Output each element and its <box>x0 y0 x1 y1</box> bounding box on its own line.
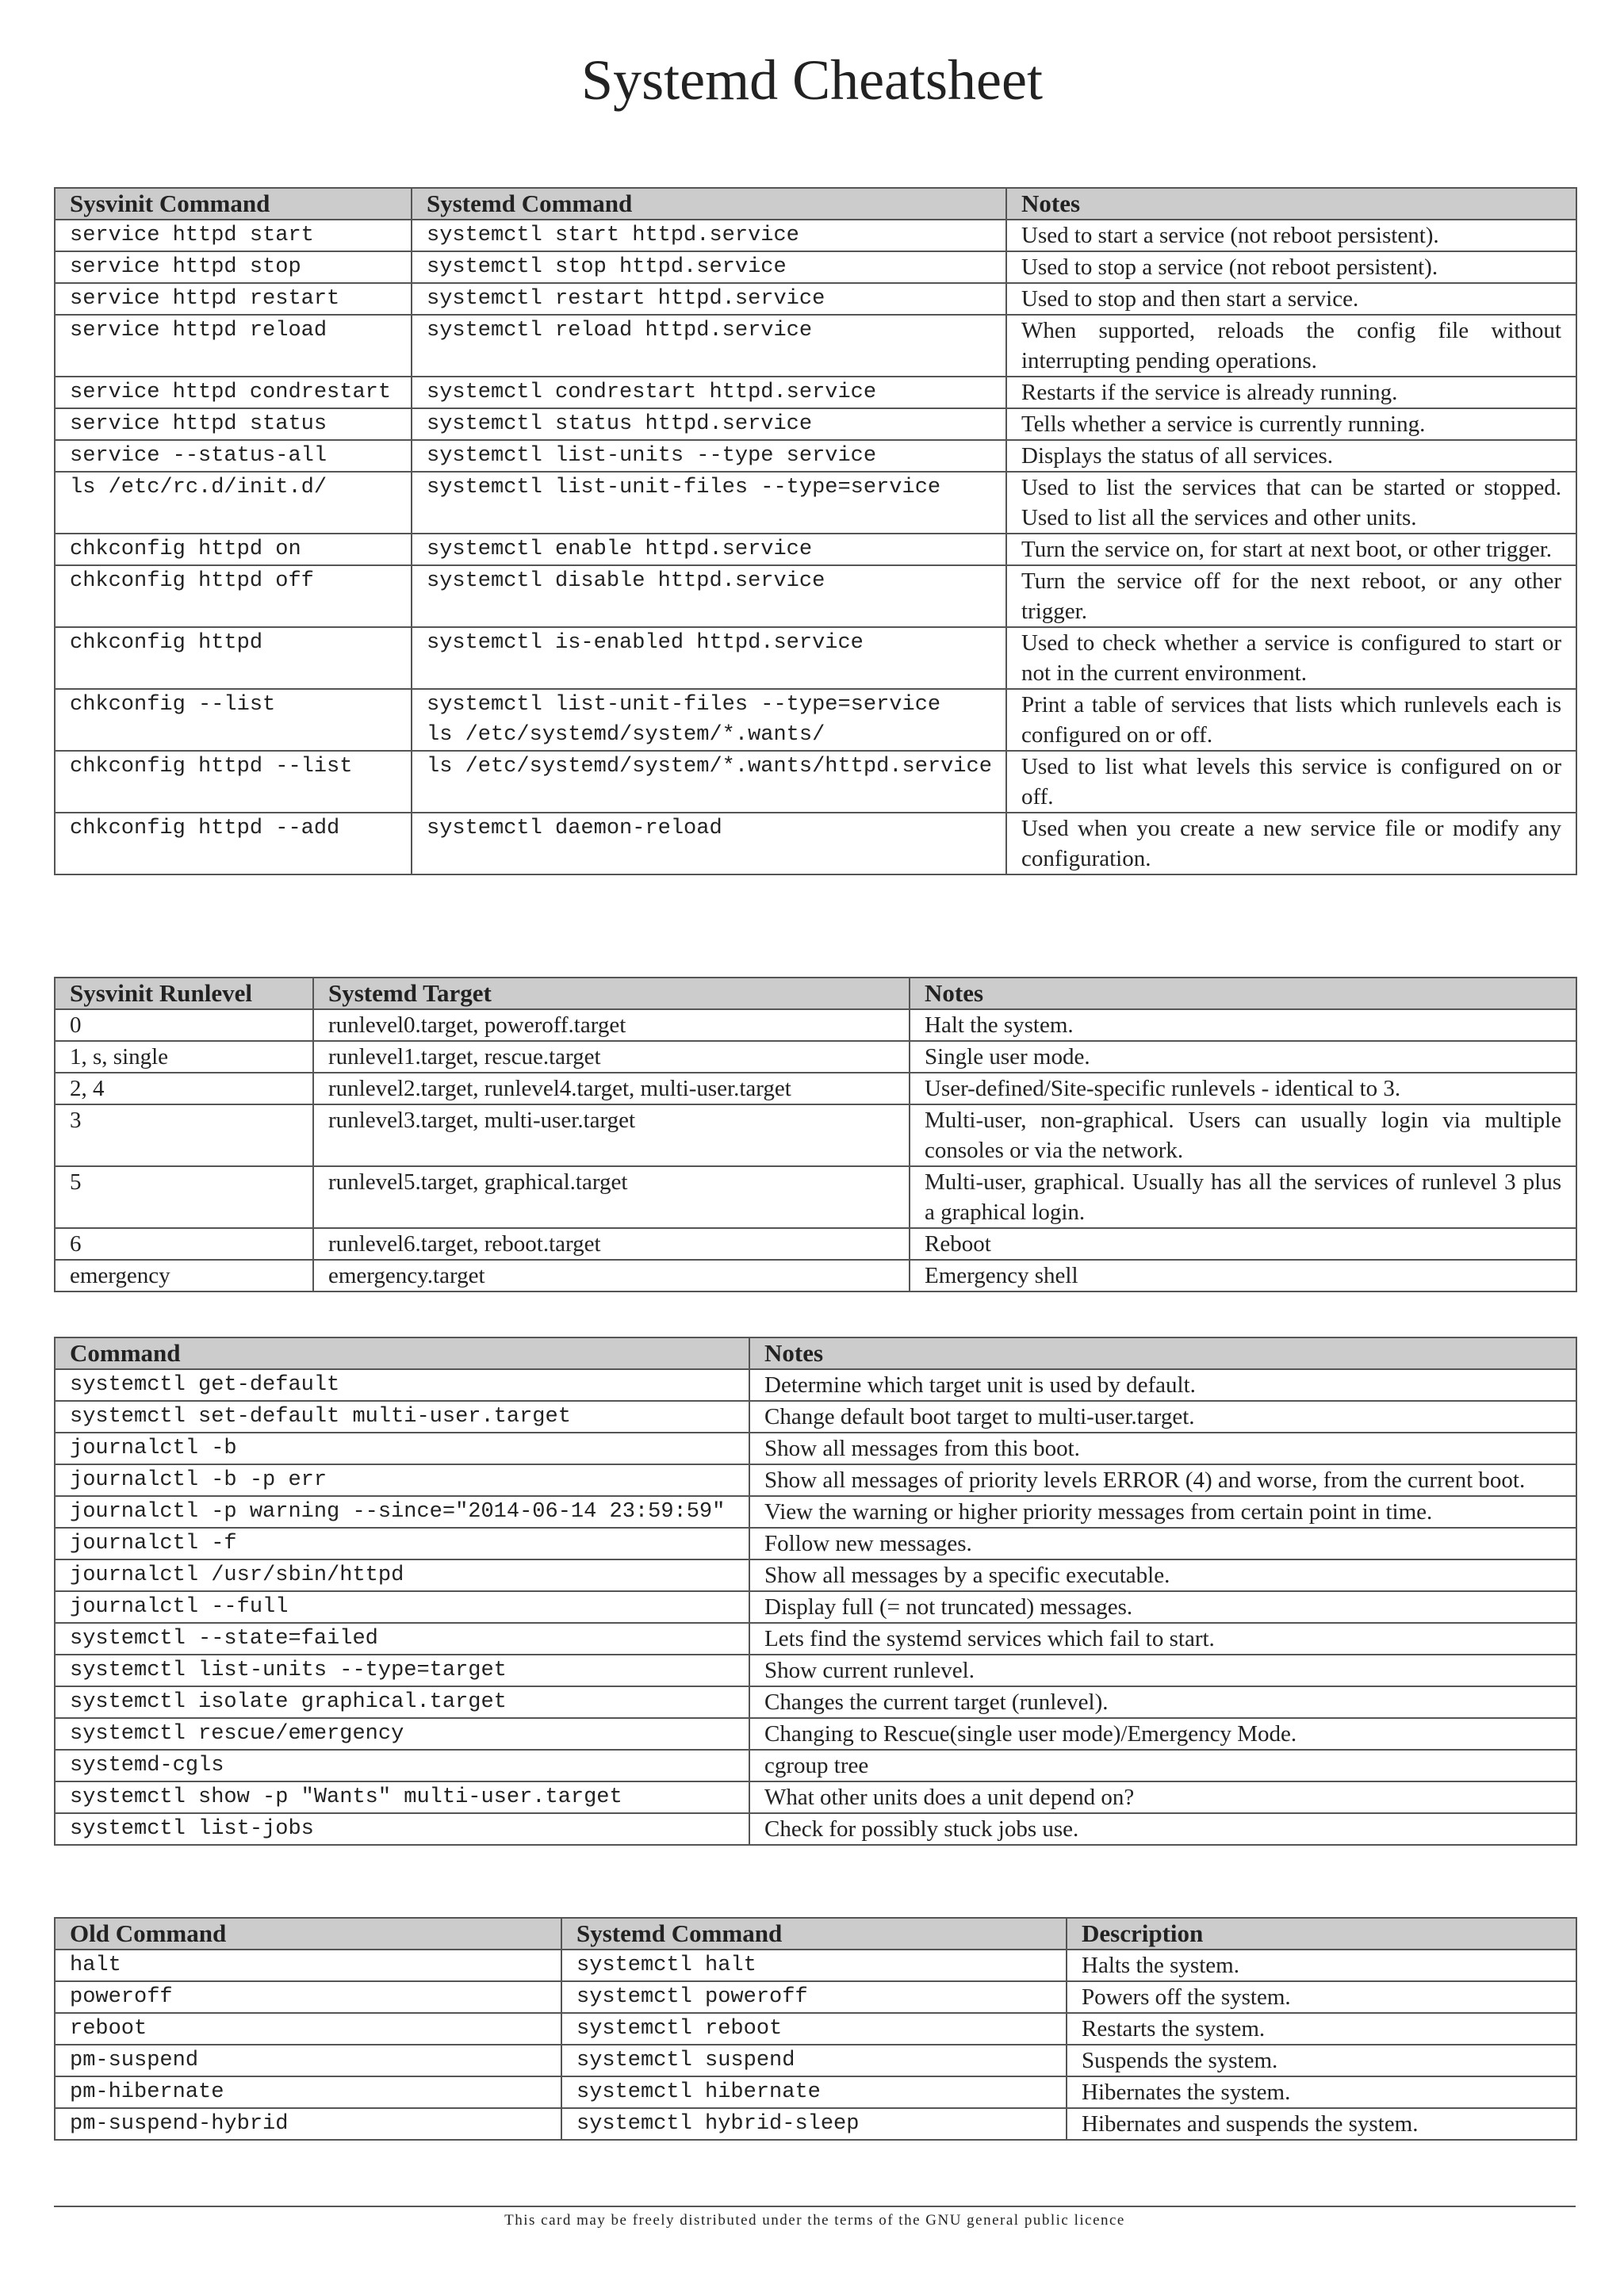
runlevel-column-header: Systemd Target <box>313 978 910 1009</box>
power-column-header: Old Command <box>55 1918 561 1950</box>
runlevel-cell: Single user mode. <box>910 1041 1576 1073</box>
services-cell: systemctl condrestart httpd.service <box>412 377 1006 408</box>
command-row <box>55 1528 1576 1559</box>
runlevel-cell: 5 <box>55 1166 313 1228</box>
runlevel-cell: runlevel2.target, runlevel4.target, multi-user.target <box>313 1073 910 1104</box>
runlevel-cell: 3 <box>55 1104 313 1166</box>
power-row <box>55 2076 1576 2108</box>
services-row <box>55 534 1576 565</box>
services-cell: Used to check whether a service is configured to start or not in the current environment. <box>1006 627 1576 689</box>
services-cell: Print a table of services that lists which runlevels each is configured on or off. <box>1006 689 1576 751</box>
power-row <box>55 2108 1576 2140</box>
services-row <box>55 813 1576 874</box>
runlevel-row <box>55 1073 1576 1104</box>
command-cell: Show all messages of priority levels ERROR (4) and worse, from the current boot. <box>749 1464 1576 1496</box>
services-row <box>55 220 1576 251</box>
runlevel-row <box>55 1009 1576 1041</box>
command-cell: systemctl list-units --type=target <box>55 1655 749 1686</box>
command-cell: View the warning or higher priority messages from certain point in time. <box>749 1496 1576 1528</box>
services-cell: service httpd condrestart <box>55 377 412 408</box>
power-cell: Powers off the system. <box>1067 1981 1576 2013</box>
power-cell: pm-suspend <box>55 2045 561 2076</box>
services-column-header: Notes <box>1006 188 1576 220</box>
runlevel-row <box>55 1228 1576 1260</box>
power-cell: systemctl reboot <box>561 2013 1067 2045</box>
command-row <box>55 1559 1576 1591</box>
services-cell: Used to stop a service (not reboot persistent). <box>1006 251 1576 283</box>
power-commands-table <box>54 1917 1577 2141</box>
command-cell: journalctl -p warning --since="2014-06-14 23:59:59" <box>55 1496 749 1528</box>
runlevel-row <box>55 1166 1576 1228</box>
runlevel-cell: runlevel6.target, reboot.target <box>313 1228 910 1260</box>
command-row <box>55 1464 1576 1496</box>
command-cell: Show all messages by a specific executable. <box>749 1559 1576 1591</box>
power-cell: reboot <box>55 2013 561 2045</box>
power-header-row <box>55 1918 1576 1950</box>
command-cell: systemctl --state=failed <box>55 1623 749 1655</box>
services-cell: service --status-all <box>55 440 412 472</box>
services-row <box>55 565 1576 627</box>
power-cell: systemctl poweroff <box>561 1981 1067 2013</box>
commands-table <box>54 1337 1577 1846</box>
command-column-header: Command <box>55 1337 749 1369</box>
services-cell: systemctl list-units --type service <box>412 440 1006 472</box>
services-cell: systemctl stop httpd.service <box>412 251 1006 283</box>
services-row <box>55 440 1576 472</box>
runlevel-cell: Multi-user, graphical. Usually has all the services of runlevel 3 plus a graphical login. <box>910 1166 1576 1228</box>
runlevel-header-row <box>55 978 1576 1009</box>
power-cell: pm-suspend-hybrid <box>55 2108 561 2140</box>
services-cell: Used when you create a new service file or modify any configuration. <box>1006 813 1576 874</box>
runlevel-column-header: Notes <box>910 978 1576 1009</box>
services-cell: systemctl restart httpd.service <box>412 283 1006 315</box>
services-cell: systemctl daemon-reload <box>412 813 1006 874</box>
services-cell: systemctl disable httpd.service <box>412 565 1006 627</box>
services-cell: systemctl start httpd.service <box>412 220 1006 251</box>
services-cell: systemctl list-unit-files --type=service ls /etc/systemd/system/*.wants/ <box>412 689 1006 751</box>
services-row <box>55 408 1576 440</box>
services-row <box>55 315 1576 377</box>
command-cell: journalctl -b <box>55 1433 749 1464</box>
power-column-header: Description <box>1067 1918 1576 1950</box>
command-cell: systemctl isolate graphical.target <box>55 1686 749 1718</box>
runlevel-cell: runlevel0.target, poweroff.target <box>313 1009 910 1041</box>
power-row <box>55 1950 1576 1981</box>
runlevel-row <box>55 1104 1576 1166</box>
command-row <box>55 1591 1576 1623</box>
command-cell: Show all messages from this boot. <box>749 1433 1576 1464</box>
command-cell: cgroup tree <box>749 1750 1576 1781</box>
services-cell: Used to stop and then start a service. <box>1006 283 1576 315</box>
services-row <box>55 689 1576 751</box>
power-cell: systemctl hibernate <box>561 2076 1067 2108</box>
power-cell: systemctl suspend <box>561 2045 1067 2076</box>
runlevel-cell: Emergency shell <box>910 1260 1576 1292</box>
runlevel-cell: runlevel5.target, graphical.target <box>313 1166 910 1228</box>
command-cell: systemd-cgls <box>55 1750 749 1781</box>
runlevel-cell: Multi-user, non-graphical. Users can usually login via multiple consoles or via the network. <box>910 1104 1576 1166</box>
command-cell: Lets find the systemd services which fail to start. <box>749 1623 1576 1655</box>
services-cell: chkconfig --list <box>55 689 412 751</box>
runlevel-cell: Halt the system. <box>910 1009 1576 1041</box>
services-row <box>55 751 1576 813</box>
command-cell: journalctl --full <box>55 1591 749 1623</box>
services-cell: chkconfig httpd on <box>55 534 412 565</box>
command-header-row <box>55 1337 1576 1369</box>
services-cell: systemctl status httpd.service <box>412 408 1006 440</box>
services-row <box>55 251 1576 283</box>
command-row <box>55 1369 1576 1401</box>
command-cell: What other units does a unit depend on? <box>749 1781 1576 1813</box>
services-cell: chkconfig httpd <box>55 627 412 689</box>
services-cell: systemctl is-enabled httpd.service <box>412 627 1006 689</box>
command-row <box>55 1623 1576 1655</box>
services-row <box>55 283 1576 315</box>
command-cell: Follow new messages. <box>749 1528 1576 1559</box>
command-cell: Changing to Rescue(single user mode)/Emergency Mode. <box>749 1718 1576 1750</box>
page-title: Systemd Cheatsheet <box>581 48 1043 112</box>
services-cell: Restarts if the service is already running. <box>1006 377 1576 408</box>
services-table <box>54 187 1577 875</box>
services-cell: Used to start a service (not reboot persistent). <box>1006 220 1576 251</box>
services-cell: ls /etc/systemd/system/*.wants/httpd.service <box>412 751 1006 813</box>
command-cell: Determine which target unit is used by default. <box>749 1369 1576 1401</box>
command-column-header: Notes <box>749 1337 1576 1369</box>
power-cell: Hibernates and suspends the system. <box>1067 2108 1576 2140</box>
command-cell: journalctl -b -p err <box>55 1464 749 1496</box>
power-row <box>55 2013 1576 2045</box>
services-cell: systemctl reload httpd.service <box>412 315 1006 377</box>
services-cell: Tells whether a service is currently running. <box>1006 408 1576 440</box>
runlevel-cell: 1, s, single <box>55 1041 313 1073</box>
command-cell: systemctl get-default <box>55 1369 749 1401</box>
services-header-row <box>55 188 1576 220</box>
services-cell: Used to list what levels this service is configured on or off. <box>1006 751 1576 813</box>
services-cell: chkconfig httpd --add <box>55 813 412 874</box>
services-cell: service httpd stop <box>55 251 412 283</box>
command-row <box>55 1655 1576 1686</box>
power-cell: Halts the system. <box>1067 1950 1576 1981</box>
command-row <box>55 1813 1576 1845</box>
services-cell: Turn the service off for the next reboot, or any other trigger. <box>1006 565 1576 627</box>
power-cell: Restarts the system. <box>1067 2013 1576 2045</box>
command-cell: Check for possibly stuck jobs use. <box>749 1813 1576 1845</box>
power-cell: Hibernates the system. <box>1067 2076 1576 2108</box>
command-cell: Changes the current target (runlevel). <box>749 1686 1576 1718</box>
services-row <box>55 472 1576 534</box>
services-cell: Displays the status of all services. <box>1006 440 1576 472</box>
command-cell: journalctl -f <box>55 1528 749 1559</box>
command-cell: systemctl rescue/emergency <box>55 1718 749 1750</box>
services-row <box>55 377 1576 408</box>
runlevel-cell: 6 <box>55 1228 313 1260</box>
power-cell: poweroff <box>55 1981 561 2013</box>
services-cell: When supported, reloads the config file without interrupting pending operations. <box>1006 315 1576 377</box>
services-cell: ls /etc/rc.d/init.d/ <box>55 472 412 534</box>
services-cell: Used to list the services that can be started or stopped. Used to list all the services and other units. <box>1006 472 1576 534</box>
power-row <box>55 1981 1576 2013</box>
power-cell: pm-hibernate <box>55 2076 561 2108</box>
services-cell: chkconfig httpd off <box>55 565 412 627</box>
runlevel-cell: 0 <box>55 1009 313 1041</box>
services-cell: Turn the service on, for start at next boot, or other trigger. <box>1006 534 1576 565</box>
command-row <box>55 1433 1576 1464</box>
command-row <box>55 1781 1576 1813</box>
command-cell: systemctl set-default multi-user.target <box>55 1401 749 1433</box>
services-cell: service httpd start <box>55 220 412 251</box>
power-cell: Suspends the system. <box>1067 2045 1576 2076</box>
services-row <box>55 627 1576 689</box>
services-cell: service httpd status <box>55 408 412 440</box>
power-cell: systemctl hybrid-sleep <box>561 2108 1067 2140</box>
command-cell: Show current runlevel. <box>749 1655 1576 1686</box>
services-cell: service httpd reload <box>55 315 412 377</box>
services-column-header: Systemd Command <box>412 188 1006 220</box>
power-cell: halt <box>55 1950 561 1981</box>
runlevels-table <box>54 977 1577 1292</box>
command-cell: systemctl list-jobs <box>55 1813 749 1845</box>
power-cell: systemctl halt <box>561 1950 1067 1981</box>
services-column-header: Sysvinit Command <box>55 188 412 220</box>
runlevel-cell: runlevel1.target, rescue.target <box>313 1041 910 1073</box>
runlevel-row <box>55 1041 1576 1073</box>
command-cell: journalctl /usr/sbin/httpd <box>55 1559 749 1591</box>
runlevel-cell: 2, 4 <box>55 1073 313 1104</box>
command-row <box>55 1496 1576 1528</box>
footer-divider <box>54 2206 1576 2207</box>
services-cell: service httpd restart <box>55 283 412 315</box>
command-row <box>55 1750 1576 1781</box>
runlevel-cell: emergency.target <box>313 1260 910 1292</box>
command-cell: Change default boot target to multi-user.target. <box>749 1401 1576 1433</box>
services-cell: systemctl enable httpd.service <box>412 534 1006 565</box>
command-cell: systemctl show -p "Wants" multi-user.target <box>55 1781 749 1813</box>
command-cell: Display full (= not truncated) messages. <box>749 1591 1576 1623</box>
footer-license-text: This card may be freely distributed under the terms of the GNU general public licence <box>504 2212 1125 2229</box>
power-row <box>55 2045 1576 2076</box>
services-cell: chkconfig httpd --list <box>55 751 412 813</box>
runlevel-cell: User-defined/Site-specific runlevels - identical to 3. <box>910 1073 1576 1104</box>
runlevel-cell: runlevel3.target, multi-user.target <box>313 1104 910 1166</box>
command-row <box>55 1718 1576 1750</box>
runlevel-cell: Reboot <box>910 1228 1576 1260</box>
runlevel-cell: emergency <box>55 1260 313 1292</box>
services-cell: systemctl list-unit-files --type=service <box>412 472 1006 534</box>
runlevel-row <box>55 1260 1576 1292</box>
command-row <box>55 1401 1576 1433</box>
power-column-header: Systemd Command <box>561 1918 1067 1950</box>
runlevel-column-header: Sysvinit Runlevel <box>55 978 313 1009</box>
command-row <box>55 1686 1576 1718</box>
